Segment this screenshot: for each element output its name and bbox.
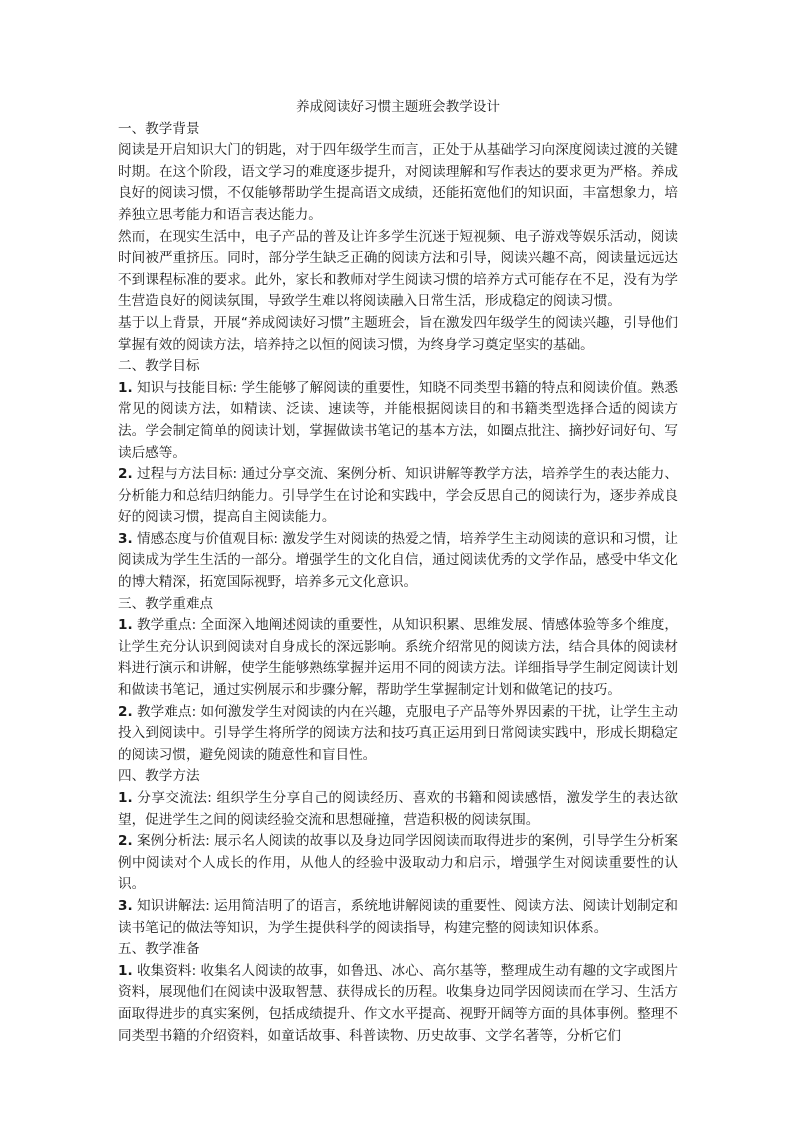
section-heading-key-points: 三、教学重难点 [118,595,214,612]
item-number: 3. [118,530,133,547]
item-text: 知识讲解法: 运用简洁明了的语言，系统地讲解阅读的重要性、阅读方法、阅读计划制定和读书笔记的做法等知识，为学生提供科学的阅读指导，构建完整的阅读知识体系。 [118,897,678,936]
item-number: 1. [118,379,133,396]
list-item [118,378,678,464]
item-number: 3. [118,897,133,914]
list-item [118,788,678,831]
item-text: 过程与方法目标: 通过分享交流、案例分析、知识讲解等教学方法，培养学生的表达能力、分析能力和总结归纳能力。引导学生在讨论和实践中，学会反思自己的阅读行为，逐步养成良好的阅读习惯，提高自主阅读能力。 [118,466,678,526]
item-text: 情感态度与价值观目标: 激发学生对阅读的热爱之情，培养学生主动阅读的意识和习惯，让阅读成为学生生活的一部分。增强学生的文化自信，通过阅读优秀的文学作品，感受中华文化的博大精深，拓宽国际视野，培养多元文化意识。 [118,530,678,591]
paragraph: 阅读是开启知识大门的钥匙，对于四年级学生而言，正处于从基础学习向深度阅读过渡的关键时期。在这个阶段，语文学习的难度逐步提升，对阅读理解和写作表达的要求更为严格。养成良好的阅读习惯，不仅能够帮助学生提高语文成绩，还能拓宽他们的知识面，丰富想象力，培养独立思考能力和语言表达能力。 [118,142,678,223]
list-item [118,702,678,767]
list-item [118,615,678,701]
paragraph: 然而，在现实生活中，电子产品的普及让许多学生沉迷于短视频、电子游戏等娱乐活动，阅读时间被严重挤压。同时，部分学生缺乏正确的阅读方法和引导，阅读兴趣不高，阅读量远远达不到课程标准的要求。此外，家长和教师对学生阅读习惯的培养方式可能存在不足，没有为学生营造良好的阅读氛围，导致学生难以将阅读融入日常生活，形成稳定的阅读习惯。 [118,228,678,310]
section-heading-objectives: 二、教学目标 [118,358,200,375]
item-text: 分享交流法: 组织学生分享自己的阅读经历、喜欢的书籍和阅读感悟，激发学生的表达欲望，促进学生之间的阅读经验交流和思想碰撞，营造积极的阅读氛围。 [118,790,678,828]
section-heading-background: 一、教学背景 [118,120,200,137]
item-number: 1. [118,962,133,979]
item-number: 1. [118,790,133,806]
item-text: 收集资料: 收集名人阅读的故事，如鲁迅、冰心、高尔基等，整理成生动有趣的文字或图片资料，展现他们在阅读中汲取智慧、获得成长的历程。收集身边同学因阅读而在学习、生活方面取得进步的真实案例，包括成绩提升、作文水平提高、视野开阔等方面的具体事例。整理不同类型书籍的介绍资料，如童话故事、科普读物、历史故事、文学名著等，分析它们 [118,962,678,1044]
document-title: 养成阅读好习惯主题班会教学设计 [296,99,500,115]
item-number: 2. [118,703,133,720]
item-text: 教学难点: 如何激发学生对阅读的内在兴趣，克服电子产品等外界因素的干扰，让学生主动投入到阅读中。引导学生将所学的阅读方法和技巧真正运用到日常阅读实践中，形成长期稳定的阅读习惯，避免阅读的随意性和盲目性。 [118,703,678,763]
list-item [118,529,678,594]
document-page [118,97,678,1047]
item-text: 教学重点: 全面深入地阐述阅读的重要性，从知识积累、思维发展、情感体验等多个维度，让学生充分认识到阅读对自身成长的深远影响。系统介绍常见的阅读方法，结合具体的阅读材料进行演示和讲解，使学生能够熟练掌握并运用不同的阅读方法。详细指导学生制定阅读计划和做读书笔记，通过实例展示和步骤分解，帮助学生掌握制定计划和做笔记的技巧。 [118,617,678,699]
item-text: 知识与技能目标: 学生能够了解阅读的重要性，知晓不同类型书籍的特点和阅读价值。熟悉常见的阅读方法，如精读、泛读、速读等，并能根据阅读目的和书籍类型选择合适的阅读方法。学会制定简单的阅读计划，掌握做读书笔记的基本方法，如圈点批注、摘抄好词好句、写读后感等。 [118,379,678,461]
paragraph: 基于以上背景，开展“养成阅读好习惯”主题班会，旨在激发四年级学生的阅读兴趣，引导他们掌握有效的阅读方法，培养持之以恒的阅读习惯，为终身学习奠定坚实的基础。 [118,314,678,353]
item-text: 案例分析法: 展示名人阅读的故事以及身边同学因阅读而取得进步的案例，引导学生分析案例中阅读对个人成长的作用，从他人的经验中汲取动力和启示，增强学生对阅读重要性的认识。 [118,833,678,893]
list-item [118,831,678,896]
list-item [118,961,678,1047]
list-item [118,896,678,939]
item-number: 2. [118,466,133,483]
item-number: 2. [118,833,133,850]
section-heading-preparation: 五、教学准备 [118,941,200,958]
section-heading-methods: 四、教学方法 [118,768,200,785]
item-number: 1. [118,617,133,634]
list-item [118,464,678,529]
